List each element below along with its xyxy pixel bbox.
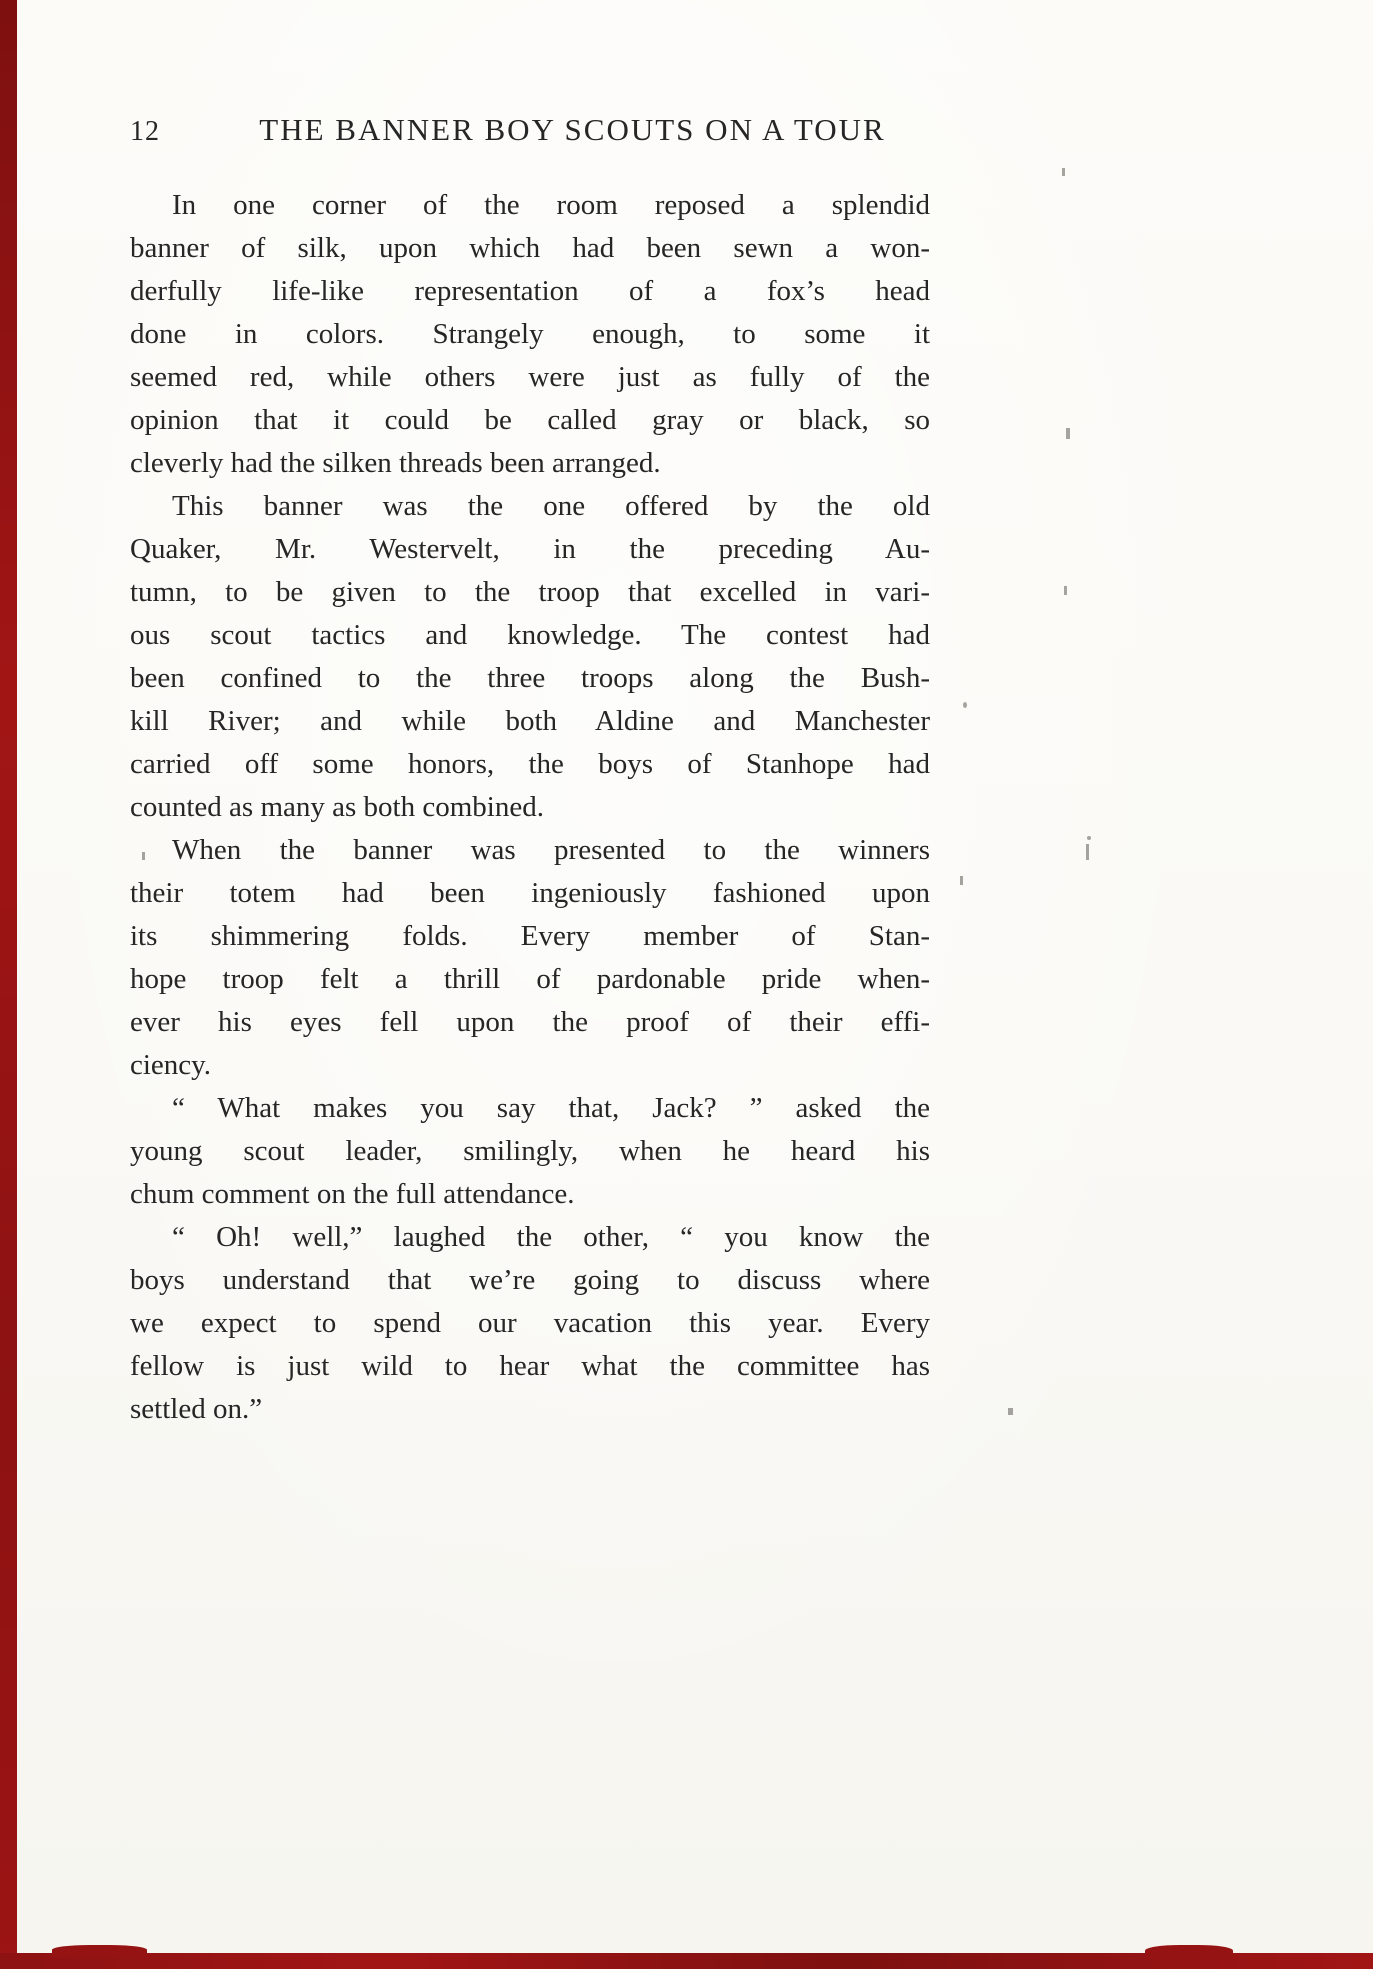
text-line: we expect to spend our vacation this year. Every <box>130 1307 930 1339</box>
text-line: tumn, to be given to the troop that excelled in vari- <box>130 576 930 608</box>
text-line: ous scout tactics and knowledge. The contest had <box>130 619 930 651</box>
scan-speck <box>1064 586 1067 595</box>
text-line: hope troop felt a thrill of pardonable pride when- <box>130 963 930 995</box>
text-line: cleverly had the silken threads been arranged. <box>130 447 661 479</box>
page-number: 12 <box>130 116 160 147</box>
scan-speck <box>1062 168 1065 176</box>
paragraph <box>130 1216 930 1431</box>
text-line: derfully life-like representation of a fox’s head <box>130 275 930 307</box>
scan-speck <box>963 702 967 708</box>
paragraph <box>130 184 930 485</box>
text-line: boys understand that we’re going to discuss where <box>130 1264 930 1296</box>
text-line: “ Oh! well,” laughed the other, “ you know the <box>172 1221 930 1253</box>
text-line: young scout leader, smilingly, when he heard his <box>130 1135 930 1167</box>
text-line: its shimmering folds. Every member of Stan- <box>130 920 930 952</box>
text-line: banner of silk, upon which had been sewn a won- <box>130 232 930 264</box>
text-line: carried off some honors, the boys of Stanhope had <box>130 748 930 780</box>
page-content <box>130 112 930 1431</box>
page-header <box>130 112 930 148</box>
text-line: In one corner of the room reposed a splendid <box>172 189 930 221</box>
text-line: settled on.” <box>130 1393 263 1425</box>
scan-speck <box>960 876 963 885</box>
text-line: their totem had been ingeniously fashioned upon <box>130 877 930 909</box>
text-line: ever his eyes fell upon the proof of their effi- <box>130 1006 930 1038</box>
scan-speck <box>1086 844 1089 860</box>
scan-edge-left <box>0 0 17 1969</box>
scan-speck <box>1066 428 1070 439</box>
scan-speck <box>1008 1408 1013 1415</box>
paragraph <box>130 829 930 1087</box>
text-line: Quaker, Mr. Westervelt, in the preceding Au- <box>130 533 930 565</box>
text-line: seemed red, while others were just as fully of the <box>130 361 930 393</box>
scan-speck <box>1087 836 1091 840</box>
text-line: chum comment on the full attendance. <box>130 1178 575 1210</box>
paragraph <box>130 1087 930 1216</box>
text-line: When the banner was presented to the winners <box>172 834 930 866</box>
scan-speck <box>142 852 145 860</box>
text-line: counted as many as both combined. <box>130 791 544 823</box>
running-head: THE BANNER BOY SCOUTS ON A TOUR <box>259 112 886 147</box>
body-text <box>130 184 930 1431</box>
text-line: This banner was the one offered by the old <box>172 490 930 522</box>
text-line: ciency. <box>130 1049 212 1081</box>
scan-edge-blob <box>52 1945 147 1957</box>
scan-edge-blob <box>1145 1945 1233 1959</box>
text-line: fellow is just wild to hear what the committee has <box>130 1350 930 1382</box>
text-line: “ What makes you say that, Jack? ” asked the <box>172 1092 930 1124</box>
text-line: been confined to the three troops along the Bush- <box>130 662 930 694</box>
text-line: done in colors. Strangely enough, to some it <box>130 318 930 350</box>
text-line: kill River; and while both Aldine and Manchester <box>130 705 930 737</box>
text-line: opinion that it could be called gray or black, so <box>130 404 930 436</box>
paragraph <box>130 485 930 829</box>
